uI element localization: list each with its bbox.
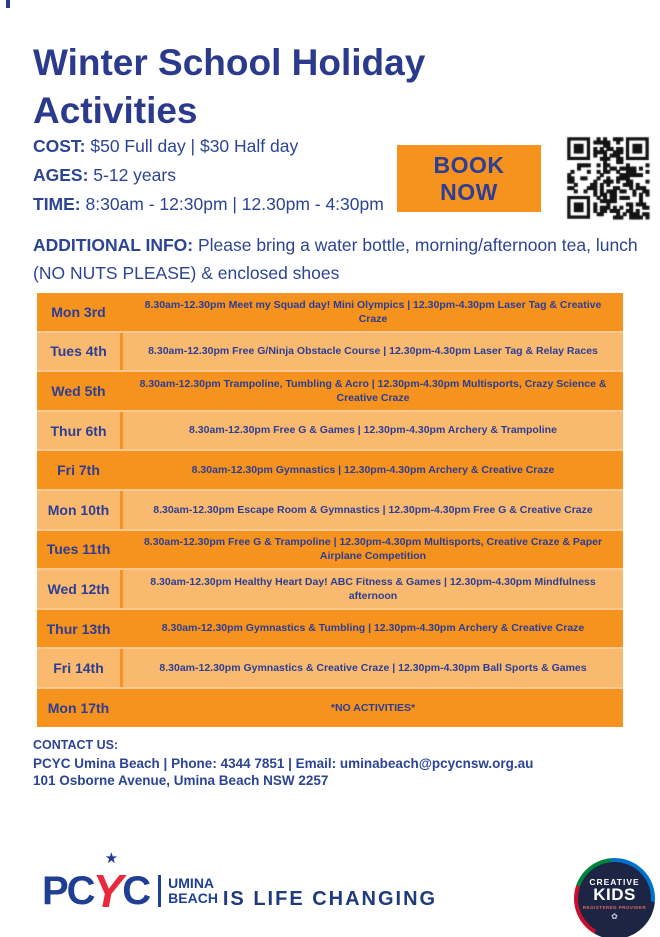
pcyc-logo-c: C [122,868,150,913]
additional-info-text: Please bring a water bottle, morning/afternoon tea, lunch (NO NUTS PLEASE) & enclosed shoes [33,235,638,283]
creative-kids-inner [578,862,651,935]
creative-kids-line2: KIDS [593,884,636,904]
table-row [37,489,623,529]
day-cell: Wed 5th [51,382,106,399]
time-label: TIME: [33,194,81,214]
table-row [37,568,623,608]
pcyc-logo-location: UMINA BEACH [168,875,218,906]
table-row [37,331,623,371]
contact-line-phone-email: PCYC Umina Beach | Phone: 4344 7851 | Email: uminabeach@pcycnsw.org.au [33,756,534,771]
day-cell: Wed 12th [37,570,120,608]
activities-cell: 8.30am-12.30pm Escape Room & Gymnastics | 12.30pm-4.30pm Free G & Creative Craze [123,491,623,529]
time-value: 8:30am - 12:30pm | 12.30pm - 4:30pm [80,194,384,214]
day-cell: Mon 10th [37,491,120,529]
pcyc-logo-pc: PC [42,868,94,913]
table-row [37,293,623,331]
day-cell: Mon 17th [47,699,110,716]
footer [0,850,660,937]
table-row [37,449,623,489]
contact-heading: CONTACT US: [33,738,119,752]
day-cell: Tues 11th [46,541,111,558]
day-cell: Fri 7th [57,462,100,479]
cost-line [33,132,393,161]
day-cell: Thur 13th [46,620,111,637]
page-title: Winter School Holiday Activities [33,41,426,131]
book-now-button[interactable] [397,145,541,212]
contact-line-address: 101 Osborne Avenue, Umina Beach NSW 2257 [33,773,329,788]
time-line [33,190,393,219]
creative-kids-line1: CREATIVE [589,876,640,887]
schedule-table [37,293,623,727]
star-icon: ★ [104,850,119,867]
additional-info-label: ADDITIONAL INFO: [33,235,194,255]
activities-cell: 8.30am-12.30pm Gymnastics & Creative Craze | 12.30pm-4.30pm Ball Sports & Games [123,649,623,687]
activities-cell: 8.30am-12.30pm Free G & Trampoline | 12.30pm-4.30pm Multisports, Creative Craze & Paper Airplane Competition [143,536,603,563]
activities-cell: 8.30am-12.30pm Free G & Games | 12.30pm-4.30pm Archery & Trampoline [123,412,623,450]
nsw-government-logo: ✿ [611,911,618,921]
table-row [37,608,623,648]
activities-cell: *NO ACTIVITIES* [330,701,416,714]
day-cell: Mon 3rd [51,303,106,320]
activities-cell: 8.30am-12.30pm Gymnastics & Tumbling | 12.30pm-4.30pm Archery & Creative Craze [161,622,585,635]
creative-kids-line3: REGISTERED PROVIDER [582,904,647,910]
table-row [37,647,623,687]
details-block [33,132,393,219]
cost-label: COST: [33,136,86,156]
ages-line [33,161,393,190]
corner-mark [6,0,10,8]
activities-cell: 8.30am-12.30pm Gymnastics | 12.30pm-4.30pm Archery & Creative Craze [191,464,555,477]
pcyc-logo-y-figure: ★ Y [92,850,124,917]
ages-value: 5-12 years [88,165,176,185]
contact-block [33,738,533,789]
table-row [37,529,623,569]
table-row [37,370,623,410]
cost-value: $50 Full day | $30 Half day [85,136,299,156]
ages-label: AGES: [33,165,89,185]
qr-code [564,134,652,222]
creative-kids-badge [574,858,655,937]
day-cell: Fri 14th [37,649,120,687]
tagline: IS LIFE CHANGING [222,888,438,910]
day-cell: Tues 4th [37,333,120,371]
activities-cell: 8.30am-12.30pm Healthy Heart Day! ABC Fitness & Games | 12.30pm-4.30pm Mindfulness afternoon [123,570,623,608]
activities-cell: 8.30am-12.30pm Meet my Squad day! Mini Olympics | 12.30pm-4.30pm Laser Tag & Creative Craze [144,298,602,325]
day-cell: Thur 6th [37,412,120,450]
table-row [37,687,623,727]
book-now-label: BOOK NOW [433,151,505,205]
activities-cell: 8.30am-12.30pm Trampoline, Tumbling & Acro | 12.30pm-4.30pm Multisports, Crazy Science & Creative Craze [139,377,607,404]
activities-cell: 8.30am-12.30pm Free G/Ninja Obstacle Course | 12.30pm-4.30pm Laser Tag & Relay Races [123,333,623,371]
additional-info [33,231,639,287]
table-row [37,410,623,450]
